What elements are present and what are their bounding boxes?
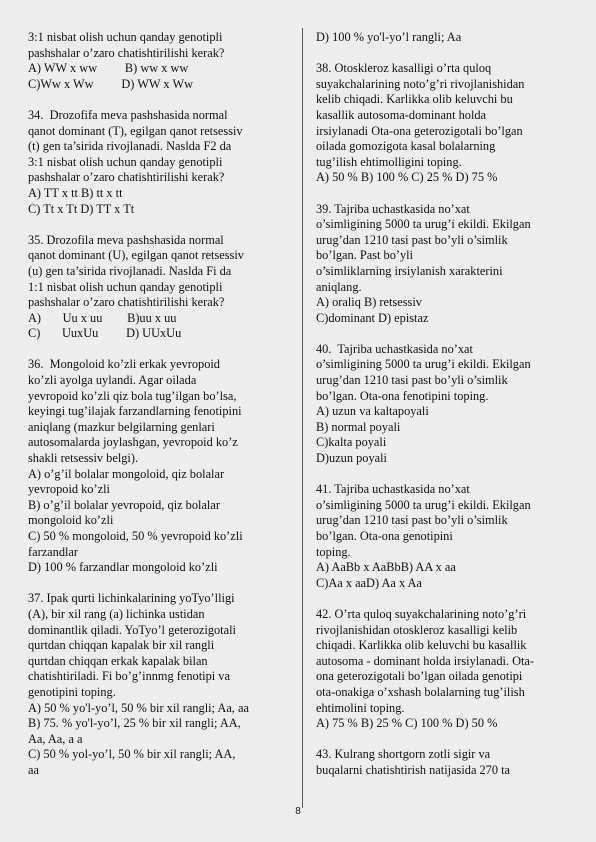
page-number: 8 xyxy=(295,806,301,817)
text-line: C)kalta poyali xyxy=(316,435,387,450)
text-line: qanot dominant (U), egilgan qanot retsessiv xyxy=(28,248,244,263)
text-line: mongoloid ko’zli xyxy=(28,513,114,528)
text-line: kasallik autosoma-dominant holda xyxy=(316,107,487,122)
text-line: ehtimolini toping. xyxy=(316,700,405,715)
text-line: genotipini toping. xyxy=(28,684,116,699)
text-line: A) 50 % B) 100 % C) 25 % D) 75 % xyxy=(316,170,498,185)
text-line: autosomalarda joylashgan, yevropoid ko’z xyxy=(28,435,238,450)
text-line: urug’dan 1210 tasi past bo’yli o’simlik xyxy=(316,373,508,388)
text-line: o’simligining 5000 ta urug’i ekildi. Ekilgan xyxy=(316,497,531,512)
text-line: aniqlang. xyxy=(316,279,362,294)
text-line: pashshalar o’zaro chatishtirilishi kerak? xyxy=(28,295,225,310)
text-line: D)uzun poyali xyxy=(316,451,387,466)
text-line: D) 100 % farzandlar mongoloid ko’zli xyxy=(28,560,218,575)
text-line: irsiylanadi Ota-ona geterozigotali bo’lgan xyxy=(316,123,523,138)
text-line: A) o’g’il bolalar mongoloid, qiz bolalar xyxy=(28,466,225,481)
text-line: 43. Kulrang shortgorn zotli sigir va xyxy=(316,747,491,762)
text-line: 42. O’rta quloq suyakchalarining noto’g’ri xyxy=(316,606,527,621)
text-line: ko’zli ayolga uylandi. Agar oilada xyxy=(28,373,197,388)
text-line: 3:1 nisbat olish uchun qanday genotipli xyxy=(28,154,223,169)
text-line: 40. Tajriba uchastkasida no’xat xyxy=(316,341,473,356)
text-line: 3:1 nisbat olish uchun qanday genotipli xyxy=(28,30,223,44)
text-line: D) 100 % yo'l-yo’l rangli; Aa xyxy=(316,30,462,44)
paragraph-gap xyxy=(28,576,300,592)
text-line: C)dominant D) epistaz xyxy=(316,310,429,325)
text-line: C) UuxUu D) UUxUu xyxy=(28,326,182,341)
text-line: A) AaBb x AaBbB) AA x aa xyxy=(316,560,456,575)
text-line: kelib chiqadi. Karlikka olib keluvchi bu xyxy=(316,92,513,107)
text-line: chatishtiriladi. Fi bo’g’innmg fenotipi va xyxy=(28,669,230,684)
paragraph-gap xyxy=(316,186,582,202)
text-line: suyakchalarining noto’g’ri rivojlanishidan xyxy=(316,76,525,91)
text-line: B) o’g’il bolalar yevropoid, qiz bolalar xyxy=(28,497,220,512)
paragraph-gap xyxy=(28,342,300,358)
text-line: C) 50 % yol-yo’l, 50 % bir xil rangli; AA, xyxy=(28,747,236,762)
text-line: A) 50 % yo'l-yo’l, 50 % bir xil rangli; Aa, aa xyxy=(28,700,249,715)
text-line: qurtdan chiqqan erkak kapalak bilan xyxy=(28,653,208,668)
paragraph-gap xyxy=(316,467,582,483)
text-line: o’simligining 5000 ta urug’i ekildi. Ekilgan xyxy=(316,217,531,232)
text-line: farzandlar xyxy=(28,544,79,559)
text-line: 37. Ipak qurti lichinkalarining yoTyo’lligi xyxy=(28,591,235,606)
text-line: (u) gen ta’sirida rivojlanadi. Naslda Fi da xyxy=(28,263,232,278)
column-divider xyxy=(302,28,303,808)
text-line: 39. Tajriba uchastkasida no’xat xyxy=(316,201,470,216)
text-line: A) WW x ww B) ww x ww xyxy=(28,61,189,76)
text-line: qurtdan chiqqan kapalak bir xil rangli xyxy=(28,638,215,653)
paragraph-gap xyxy=(316,46,582,62)
text-line: rivojlanishidan otoskleroz kasalligi kelib xyxy=(316,622,518,637)
text-line: buqalarni chatishtirish natijasida 270 ta xyxy=(316,762,511,777)
text-line: yevropoid ko’zli xyxy=(28,482,110,497)
text-line: toping. xyxy=(316,544,351,559)
text-line: o’simliklarning irsiylanish xarakterini xyxy=(316,263,503,278)
text-line: A) 75 % B) 25 % C) 100 % D) 50 % xyxy=(316,716,498,731)
text-line: A) oraliq B) retsessiv xyxy=(316,295,422,310)
text-line: yevropoid ko’zli qiz bola tug’ilgan bo’lsa, xyxy=(28,388,237,403)
text-line: A) uzun va kaltapoyali xyxy=(316,404,429,419)
text-line: aa xyxy=(28,762,39,777)
text-line: C)Ww x Ww D) WW x Ww xyxy=(28,76,194,91)
paragraph-gap xyxy=(316,591,582,607)
text-line: aniqlang (mazkur belgilarning genlari xyxy=(28,419,215,434)
text-line: A) TT x tt B) tt x tt xyxy=(28,185,123,200)
text-line: 38. Otoskleroz kasalligi o’rta quloq xyxy=(316,61,492,76)
text-line: autosoma - dominant holda irsiylanadi. Ota- xyxy=(316,653,535,668)
text-line: 35. Drozofila meva pashshasida normal xyxy=(28,232,224,247)
text-line: 41. Tajriba uchastkasida no’xat xyxy=(316,482,470,497)
text-line: chiqadi. Karlikka olib keluvchi bu kasallik xyxy=(316,638,527,653)
text-line: C) Tt x Tt D) TT x Tt xyxy=(28,201,135,216)
text-line: pashshalar o’zaro chatishtirilishi kerak? xyxy=(28,170,225,185)
text-line: qanot dominant (T), egilgan qanot retsessiv xyxy=(28,123,243,138)
text-line: oilada gomozigota kasal bolalarning xyxy=(316,139,496,154)
text-line: bo’lgan. Ota-ona fenotipini toping. xyxy=(316,388,489,403)
text-line: keyingi tug’ilajak farzandlarning fenotipini xyxy=(28,404,242,419)
text-line: pashshalar o’zaro chatishtirilishi kerak? xyxy=(28,45,225,60)
text-line: shakli retsessiv belgi). xyxy=(28,451,139,466)
left-column xyxy=(28,30,300,779)
paragraph-gap xyxy=(316,326,582,342)
text-line: B) normal poyali xyxy=(316,419,401,434)
text-line: Aa, Aa, a a xyxy=(28,731,83,746)
text-line: ona geterozigotali bo’lgan oilada genotipi xyxy=(316,669,523,684)
text-line: 36. Mongoloid ko’zli erkak yevropoid xyxy=(28,357,220,372)
text-line: 1:1 nisbat olish uchun qanday genotipli xyxy=(28,279,223,294)
text-line: bo’lgan. Ota-ona genotipini xyxy=(316,529,453,543)
text-line: B) 75. % yo'l-yo’l, 25 % bir xil rangli; AA, xyxy=(28,716,241,731)
text-line: C)Aa x aaD) Aa x Aa xyxy=(316,575,422,590)
text-line: (A), bir xil rang (a) lichinka ustidan xyxy=(28,606,205,621)
text-line: urug’dan 1210 tasi past bo’yli o’simlik xyxy=(316,513,508,528)
paragraph-gap xyxy=(28,217,300,233)
text-line: dominantlik qiladi. YoTyo’l geterozigotali xyxy=(28,622,236,637)
text-line: ota-onakiga o’xshash bolalarning tug’ilish xyxy=(316,684,525,699)
text-line: tug’ilish ehtimolligini toping. xyxy=(316,154,462,169)
text-line: (t) gen ta’sirida rivojlanadi. Naslda F2 da xyxy=(28,139,232,154)
text-line: C) 50 % mongoloid, 50 % yevropoid ko’zli xyxy=(28,529,243,543)
paragraph-gap xyxy=(316,732,582,748)
right-column xyxy=(316,30,582,779)
paragraph-gap xyxy=(28,92,300,108)
text-line: urug’dan 1210 tasi past bo’yli o’simlik xyxy=(316,232,508,247)
text-line: 34. Drozofifa meva pashshasida normal xyxy=(28,107,228,122)
text-line: o’simligining 5000 ta urug’i ekildi. Ekilgan xyxy=(316,357,531,372)
text-line: A) Uu x uu B)uu x uu xyxy=(28,310,177,325)
text-line: bo’lgan. Past bo’yli xyxy=(316,248,414,263)
